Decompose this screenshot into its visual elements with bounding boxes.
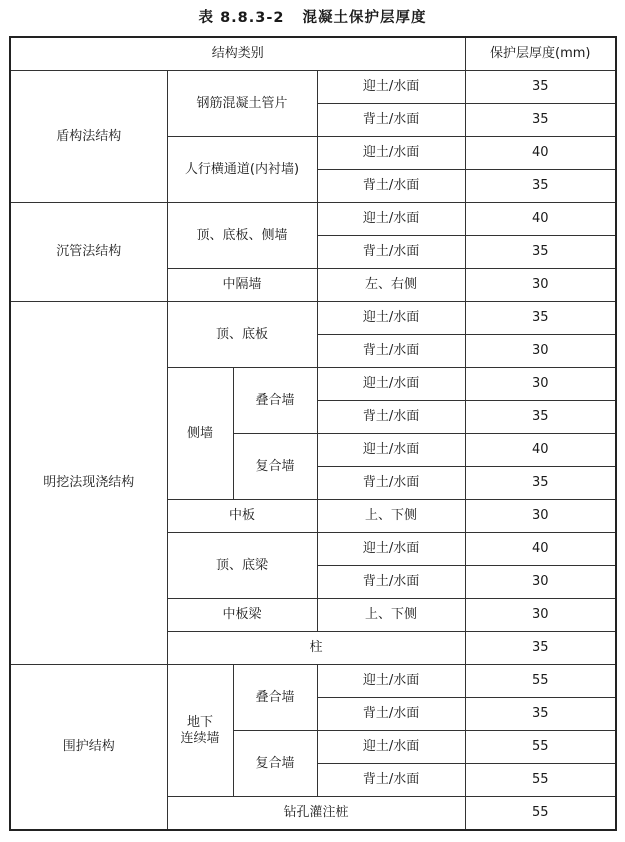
part-middle-partition: 中隔墙 xyxy=(167,269,317,302)
cover-thickness-table xyxy=(9,36,617,831)
face-cell: 背土/水面 xyxy=(317,467,465,500)
value-cell: 35 xyxy=(465,698,616,731)
value-cell: 35 xyxy=(465,104,616,137)
value-cell: 35 xyxy=(465,170,616,203)
header-thickness: 保护层厚度(mm) xyxy=(465,37,616,71)
face-cell: 迎土/水面 xyxy=(317,533,465,566)
value-cell: 40 xyxy=(465,533,616,566)
table-header-row xyxy=(10,37,616,71)
value-cell: 35 xyxy=(465,401,616,434)
header-category: 结构类别 xyxy=(10,37,465,71)
table-name: 混凝土保护层厚度 xyxy=(302,10,427,26)
value-cell: 35 xyxy=(465,71,616,104)
face-cell: 背土/水面 xyxy=(317,566,465,599)
value-cell: 35 xyxy=(465,467,616,500)
part-middle-beam: 中板梁 xyxy=(167,599,317,632)
face-cell: 迎土/水面 xyxy=(317,731,465,764)
part-middle-slab: 中板 xyxy=(167,500,317,533)
face-cell: 背土/水面 xyxy=(317,764,465,797)
value-cell: 55 xyxy=(465,665,616,698)
table-row xyxy=(10,665,616,698)
value-cell: 40 xyxy=(465,203,616,236)
table-row xyxy=(10,203,616,236)
face-cell: 迎土/水面 xyxy=(317,434,465,467)
face-cell: 迎土/水面 xyxy=(317,368,465,401)
part-top-bottom-slab: 顶、底板 xyxy=(167,302,317,368)
face-cell: 上、下侧 xyxy=(317,500,465,533)
table-title xyxy=(0,6,625,27)
face-cell: 背土/水面 xyxy=(317,104,465,137)
face-cell: 迎土/水面 xyxy=(317,71,465,104)
value-cell: 30 xyxy=(465,368,616,401)
value-cell: 30 xyxy=(465,566,616,599)
value-cell: 35 xyxy=(465,302,616,335)
group-shield: 盾构法结构 xyxy=(10,71,167,203)
value-cell: 55 xyxy=(465,731,616,764)
face-cell: 迎土/水面 xyxy=(317,137,465,170)
face-cell: 背土/水面 xyxy=(317,170,465,203)
table-row xyxy=(10,71,616,104)
face-cell: 迎土/水面 xyxy=(317,302,465,335)
face-cell: 迎土/水面 xyxy=(317,203,465,236)
group-open-cut: 明挖法现浇结构 xyxy=(10,302,167,665)
group-retaining: 围护结构 xyxy=(10,665,167,831)
face-cell: 背土/水面 xyxy=(317,236,465,269)
group-immersed: 沉管法结构 xyxy=(10,203,167,302)
value-cell: 30 xyxy=(465,335,616,368)
part-top-bottom-beam: 顶、底梁 xyxy=(167,533,317,599)
part-side-wall: 侧墙 xyxy=(167,368,233,500)
part-column: 柱 xyxy=(167,632,465,665)
face-cell: 左、右侧 xyxy=(317,269,465,302)
value-cell: 40 xyxy=(465,434,616,467)
part-diaphragm-wall: 地下 连续墙 xyxy=(167,665,233,797)
table-number: 表 8.8.3-2 xyxy=(198,10,285,26)
part-composite-wall: 复合墙 xyxy=(233,434,317,500)
value-cell: 35 xyxy=(465,236,616,269)
value-cell: 35 xyxy=(465,632,616,665)
value-cell: 55 xyxy=(465,797,616,831)
face-cell: 迎土/水面 xyxy=(317,665,465,698)
part-laminated-wall: 叠合墙 xyxy=(233,368,317,434)
table-row xyxy=(10,302,616,335)
face-cell: 上、下侧 xyxy=(317,599,465,632)
face-cell: 背土/水面 xyxy=(317,335,465,368)
value-cell: 55 xyxy=(465,764,616,797)
part-top-bottom-side-wall: 顶、底板、侧墙 xyxy=(167,203,317,269)
value-cell: 30 xyxy=(465,599,616,632)
face-cell: 背土/水面 xyxy=(317,698,465,731)
face-cell: 背土/水面 xyxy=(317,401,465,434)
value-cell: 40 xyxy=(465,137,616,170)
part-segment: 钢筋混凝土管片 xyxy=(167,71,317,137)
part-bored-pile: 钻孔灌注桩 xyxy=(167,797,465,831)
value-cell: 30 xyxy=(465,500,616,533)
part-composite-wall: 复合墙 xyxy=(233,731,317,797)
part-laminated-wall: 叠合墙 xyxy=(233,665,317,731)
part-cross-passage: 人行横通道(内衬墙) xyxy=(167,137,317,203)
value-cell: 30 xyxy=(465,269,616,302)
